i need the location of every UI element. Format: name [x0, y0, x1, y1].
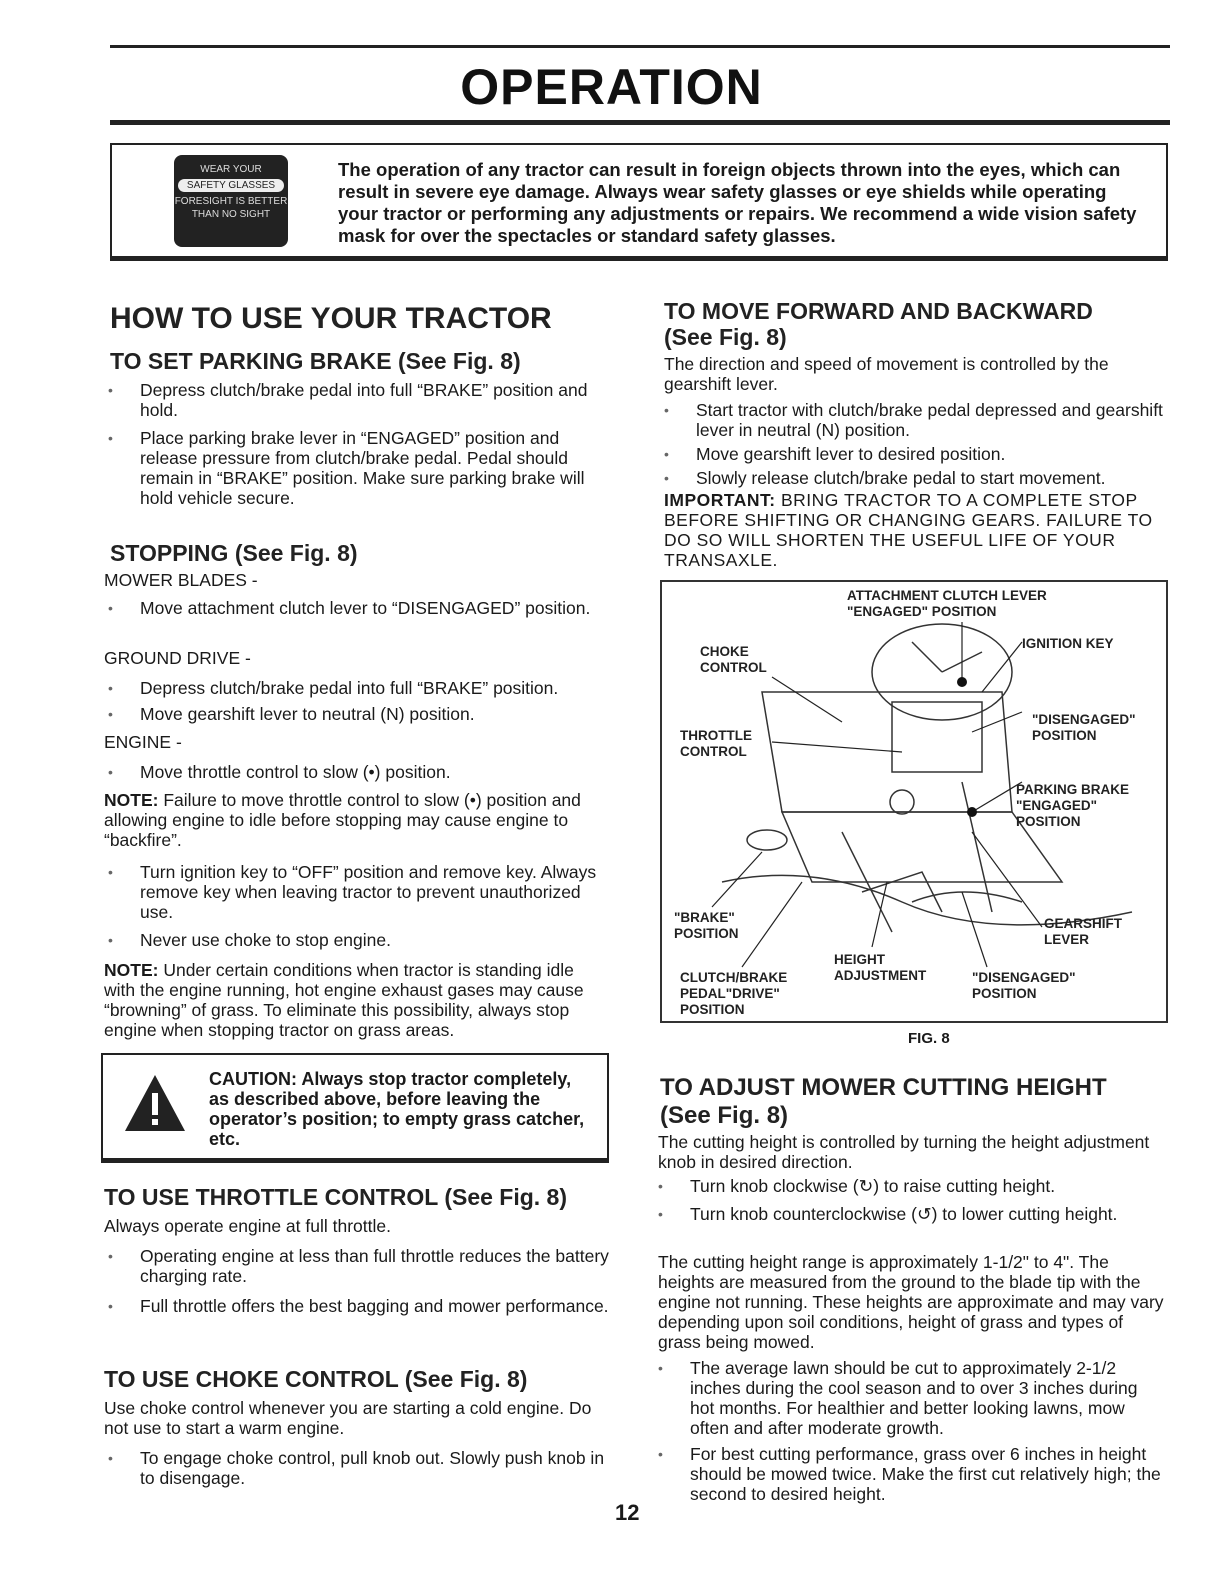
badge-line: THAN NO SIGHT: [191, 209, 271, 220]
choke-heading: TO USE CHOKE CONTROL (See Fig. 8): [104, 1366, 528, 1392]
figure-label: IGNITION KEY: [1022, 636, 1114, 651]
note-text: Under certain conditions when tractor is standing idle with the engine running, hot engine exhaust gases may cause “browning” of grass. To eliminate this possibility, always stop engine when stopping tractor on grass areas.: [104, 960, 584, 1040]
badge-line: FORESIGHT IS BETTER: [174, 196, 288, 207]
badge-line: SAFETY GLASSES: [178, 179, 284, 192]
list-item: • Turn knob clockwise (↻) to raise cutting height.: [654, 1176, 1164, 1196]
figure-label: HEIGHT ADJUSTMENT: [834, 952, 927, 983]
page-number: 12: [615, 1500, 640, 1525]
mower-label: MOWER BLADES -: [104, 570, 258, 590]
caution-box: [101, 1053, 609, 1163]
ground-label: GROUND DRIVE -: [104, 648, 251, 668]
safety-warning-box: [110, 143, 1168, 261]
cutting-intro: The cutting height is controlled by turning the height adjustment knob in desired direction.: [658, 1132, 1150, 1172]
parking-heading: TO SET PARKING BRAKE (See Fig. 8): [110, 348, 521, 374]
figure-caption: FIG. 8: [908, 1030, 950, 1047]
list-item: • Depress clutch/brake pedal into full “BRAKE” position and hold.: [104, 380, 609, 420]
note-paragraph: [104, 960, 609, 1040]
figure-label: "DISENGAGED" POSITION: [1032, 712, 1136, 743]
list-item: • Move throttle control to slow (•) position.: [104, 762, 609, 782]
warning-text: The operation of any tractor can result in foreign objects thrown into the eyes, which can result in severe eye damage. Always wear safety glasses or eye shields while operating your tractor or performing any adjustments or repairs. We recommend a wide vision safety mask for over the spectacles or standard safety glasses.: [338, 159, 1137, 246]
list-item: • Move attachment clutch lever to “DISENGAGED” position.: [104, 598, 609, 618]
warning-triangle-icon: [123, 1073, 187, 1133]
main-heading: HOW TO USE YOUR TRACTOR: [110, 302, 552, 335]
list-item: • Move gearshift lever to desired position.: [660, 444, 1168, 464]
figure-label: "BRAKE" POSITION: [674, 910, 739, 941]
figure-label: GEARSHIFT LEVER: [1044, 916, 1123, 947]
figure-label: CHOKE CONTROL: [700, 644, 767, 675]
choke-intro: Use choke control whenever you are starting a cold engine. Do not use to start a warm engine.: [104, 1398, 592, 1438]
caution-text: CAUTION: Always stop tractor completely, as described above, before leaving the operator’s position; to empty grass catcher, etc.: [209, 1069, 585, 1149]
safety-glasses-badge-icon: [174, 155, 288, 247]
title-rule: [110, 120, 1170, 125]
figure-label: "DISENGAGED" POSITION: [972, 970, 1076, 1001]
list-item: • Place parking brake lever in “ENGAGED” position and release pressure from clutch/brake pedal. Pedal should remain in “BRAKE” position. Make sure parking brake will hold vehicle secure.: [104, 428, 609, 508]
list-item: • Slowly release clutch/brake pedal to start movement.: [660, 468, 1168, 488]
list-item: • Start tractor with clutch/brake pedal depressed and gearshift lever in neutral (N) position.: [660, 400, 1168, 440]
list-item: • Operating engine at less than full throttle reduces the battery charging rate.: [104, 1246, 609, 1286]
figure-label: THROTTLE CONTROL: [680, 728, 752, 759]
cutting-paragraph: The cutting height range is approximately 1-1/2" to 4". The heights are measured from the ground to the blade tip with the engine not running. These heights are approximate and may vary depending upon soil conditions, height of grass and types of grass being mowed.: [658, 1252, 1164, 1352]
stopping-heading: STOPPING (See Fig. 8): [110, 540, 358, 566]
list-item: • To engage choke control, pull knob out. Slowly push knob in to disengage.: [104, 1448, 609, 1488]
important-text: BRING TRACTOR TO A COMPLETE STOP BEFORE SHIFTING OR CHANGING GEARS. FAILURE TO DO SO WILL SHORTEN THE USEFUL LIFE OF YOUR TRANSAXLE.: [664, 490, 1153, 570]
engine-label: ENGINE -: [104, 732, 182, 752]
list-item: • The average lawn should be cut to approximately 2-1/2 inches during the cool season and to over 3 inches during hot months. For healthier and better looking lawns, mow often and after moderate growth.: [654, 1358, 1164, 1438]
page-title: OPERATION: [460, 59, 763, 115]
throttle-heading: TO USE THROTTLE CONTROL (See Fig. 8): [104, 1184, 568, 1210]
note-label: NOTE:: [104, 790, 159, 810]
list-item: • Move gearshift lever to neutral (N) position.: [104, 704, 609, 724]
list-item: • Turn ignition key to “OFF” position and remove key. Always remove key when leaving tractor to prevent unauthorized use.: [104, 862, 609, 922]
list-item: • Depress clutch/brake pedal into full “BRAKE” position.: [104, 678, 614, 698]
list-item: • Full throttle offers the best bagging and mower performance.: [104, 1296, 609, 1316]
figure-label: PARKING BRAKE "ENGAGED" POSITION: [1016, 782, 1130, 829]
move-heading: TO MOVE FORWARD AND BACKWARD (See Fig. 8): [664, 298, 1093, 350]
list-item: • For best cutting performance, grass over 6 inches in height should be mowed twice. Make the first cut relatively high; the second to desired height.: [654, 1444, 1164, 1504]
top-rule: [110, 45, 1170, 48]
figure-label: CLUTCH/BRAKE PEDAL"DRIVE" POSITION: [680, 970, 788, 1017]
note-text: Failure to move throttle control to slow (•) position and allowing engine to idle before stopping may cause engine to “backfire”.: [104, 790, 581, 850]
figure-label: ATTACHMENT CLUTCH LEVER "ENGAGED" POSITION: [847, 588, 1047, 619]
cutting-heading: TO ADJUST MOWER CUTTING HEIGHT (See Fig. 8): [660, 1074, 1107, 1129]
throttle-intro: Always operate engine at full throttle.: [104, 1216, 391, 1236]
list-item: • Turn knob counterclockwise (↺) to lower cutting height.: [654, 1204, 1164, 1224]
note-label: NOTE:: [104, 960, 159, 980]
figure-8: [660, 580, 1168, 1023]
move-intro: The direction and speed of movement is controlled by the gearshift lever.: [664, 354, 1109, 394]
important-paragraph: [664, 490, 1169, 570]
list-item: • Never use choke to stop engine.: [104, 930, 609, 950]
note-paragraph: [104, 790, 609, 850]
badge-line: WEAR YOUR: [200, 164, 262, 175]
important-label: IMPORTANT:: [664, 490, 776, 510]
